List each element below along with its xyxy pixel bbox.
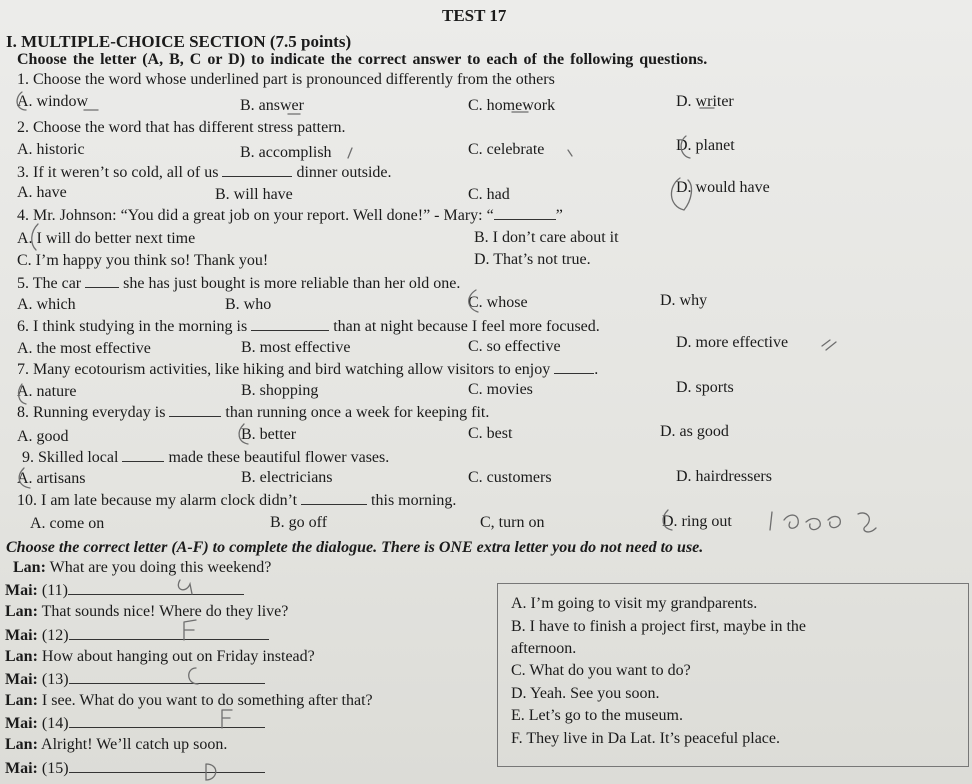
question-9-option-a[interactable]: A. artisans [17, 470, 86, 487]
question-7-option-d[interactable]: D. sports [676, 379, 734, 396]
question-3-option-a[interactable]: A. have [17, 184, 67, 201]
question-10-option-d[interactable]: D. ring out [662, 513, 732, 530]
question-2-option-a[interactable]: A. historic [17, 141, 85, 158]
answer-circle-icon [469, 290, 478, 312]
question-4-option-b[interactable]: B. I don’t care about it [474, 229, 619, 246]
pencil-check-icon [822, 340, 836, 350]
pencil-tick-icon [348, 148, 352, 158]
test-title: TEST 17 [442, 6, 507, 25]
question-5-option-a[interactable]: A. which [17, 296, 76, 313]
speaker-label: Lan: [5, 736, 38, 753]
question-6-stem-start: 6. I think studying in the morning is [17, 318, 248, 335]
question-10-stem-end: this morning. [371, 492, 457, 509]
speaker-label: Mai: [5, 627, 38, 644]
question-2-stem: 2. Choose the word that has different stress pattern. [17, 119, 346, 136]
question-10-option-a[interactable]: A. come on [30, 515, 105, 532]
dialogue-number: (13) [41, 671, 69, 688]
dialogue-option-c: C. What do you want to do? [511, 662, 691, 679]
handwritten-d-icon [206, 764, 216, 780]
answer-circle-icon [681, 136, 690, 158]
question-9-option-c[interactable]: C. customers [468, 469, 552, 486]
question-8-option-b[interactable]: B. better [241, 426, 297, 443]
answer-circle-icon [19, 468, 30, 488]
dialogue-number: (15) [41, 760, 69, 777]
question-6-option-a[interactable]: A. the most effective [17, 340, 151, 357]
speaker-label: Mai: [5, 671, 38, 688]
question-8-stem-end: than running once a week for keeping fit. [225, 404, 490, 421]
question-3-stem-start: 3. If it weren’t so cold, all of us [17, 164, 219, 181]
handwritten-e-icon [222, 710, 232, 728]
question-1-option-d[interactable]: D. writer [676, 93, 734, 110]
dialogue-text: I see. What do you want to do something after that? [41, 692, 373, 709]
speaker-label: Mai: [5, 715, 38, 732]
question-6-option-b[interactable]: B. most effective [241, 339, 351, 356]
speaker-label: Lan: [5, 648, 38, 665]
question-7-option-c[interactable]: C. movies [468, 381, 533, 398]
answer-circle-icon [32, 224, 38, 250]
question-10-option-c[interactable]: C, turn on [480, 514, 545, 531]
dialogue-text: Alright! We’ll catch up soon. [41, 736, 228, 753]
question-7-option-b[interactable]: B. shopping [241, 382, 319, 399]
dialogue-option-e: E. Let’s go to the museum. [511, 707, 683, 724]
handwritten-c-icon [189, 668, 198, 684]
question-4-option-c[interactable]: C. I’m happy you think so! Thank you! [17, 252, 269, 269]
question-1-stem: 1. Choose the word whose underlined part is pronounced differently from the others [17, 71, 555, 88]
section-heading: I. MULTIPLE-CHOICE SECTION (7.5 points) [6, 32, 352, 51]
question-6-option-d[interactable]: D. more effective [676, 334, 789, 351]
question-5-option-d[interactable]: D. why [660, 292, 708, 309]
question-10-stem-start: 10. I am late because my alarm clock didn’t [17, 492, 298, 509]
section-instruction: Choose the letter (A, B, C or D) to indicate the correct answer to each of the following questions. [17, 51, 708, 68]
question-8-stem-start: 8. Running everyday is [17, 404, 166, 421]
question-5-stem-end: she has just bought is more reliable than her old one. [123, 275, 461, 292]
question-8-option-d[interactable]: D. as good [660, 423, 729, 440]
handwritten-scribble-icon [770, 512, 876, 532]
question-4-stem-end: ” [555, 207, 563, 224]
dialogue-instruction: Choose the correct letter (A-F) to complete the dialogue. There is ONE extra letter you do not need to use. [6, 539, 704, 556]
question-1-option-b[interactable]: B. answer [240, 97, 304, 114]
answer-circle-icon [17, 92, 26, 110]
question-4-option-a[interactable]: A. I will do better next time [17, 230, 196, 247]
answer-circle-icon [671, 178, 691, 210]
dialogue-number: (14) [41, 715, 69, 732]
speaker-label: Lan: [13, 559, 46, 576]
speaker-label: Lan: [5, 603, 38, 620]
dialogue-option-a: A. I’m going to visit my grandparents. [511, 595, 758, 612]
dialogue-option-b-continued: afternoon. [511, 640, 577, 657]
handwritten-f-icon [184, 620, 196, 640]
question-6-stem-end: than at night because I feel more focused. [333, 318, 600, 335]
question-5-option-c[interactable]: C. whose [468, 294, 528, 311]
question-2-option-d[interactable]: D. planet [676, 137, 735, 154]
dialogue-option-b: B. I have to finish a project first, maybe in the [511, 618, 807, 635]
speaker-label: Lan: [5, 692, 38, 709]
dialogue-option-d: D. Yeah. See you soon. [511, 685, 660, 702]
question-5-option-b[interactable]: B. who [225, 296, 272, 313]
question-8-option-a[interactable]: A. good [17, 428, 69, 445]
dialogue-text: What are you doing this weekend? [49, 559, 272, 576]
question-3-option-c[interactable]: C. had [468, 186, 510, 203]
dialogue-option-f: F. They live in Da Lat. It’s peaceful place. [511, 730, 780, 747]
speaker-label: Mai: [5, 582, 38, 599]
dialogue-text: How about hanging out on Friday instead? [41, 648, 315, 665]
handwritten-a-icon [178, 580, 192, 594]
question-5-stem-start: 5. The car [17, 275, 82, 292]
dialogue-text: That sounds nice! Where do they live? [41, 603, 289, 620]
dialogue-number: (12) [41, 627, 69, 644]
question-8-option-c[interactable]: C. best [468, 425, 513, 442]
question-7-option-a[interactable]: A. nature [17, 383, 77, 400]
question-6-option-c[interactable]: C. so effective [468, 338, 561, 355]
question-4-option-d[interactable]: D. That’s not true. [474, 251, 591, 268]
question-7-stem-end: . [594, 361, 599, 378]
question-10-option-b[interactable]: B. go off [270, 514, 328, 531]
question-2-option-b[interactable]: B. accomplish [240, 144, 332, 161]
question-2-option-c[interactable]: C. celebrate [468, 141, 545, 158]
question-9-option-d[interactable]: D. hairdressers [676, 468, 772, 485]
question-3-option-b[interactable]: B. will have [215, 186, 293, 203]
question-3-option-d[interactable]: D. would have [676, 179, 770, 196]
question-4-stem-start: 4. Mr. Johnson: “You did a great job on your report. Well done!” - Mary: “ [17, 207, 494, 224]
question-9-stem-start: 9. Skilled local [22, 449, 119, 466]
question-3-stem-end: dinner outside. [296, 164, 392, 181]
speaker-label: Mai: [5, 760, 38, 777]
question-1-option-c[interactable]: C. homework [468, 97, 556, 114]
answer-circle-icon [239, 424, 248, 444]
question-9-option-b[interactable]: B. electricians [241, 469, 333, 486]
dialogue-number: (11) [41, 582, 68, 599]
pencil-tick-icon [568, 150, 572, 156]
question-7-stem-start: 7. Many ecotourism activities, like hiking and bird watching allow visitors to enjoy [17, 361, 551, 378]
answer-circle-icon [663, 510, 672, 530]
question-9-stem-end: made these beautiful flower vases. [168, 449, 390, 466]
question-1-option-a[interactable]: A. window [17, 93, 89, 110]
answer-circle-icon [19, 384, 26, 404]
